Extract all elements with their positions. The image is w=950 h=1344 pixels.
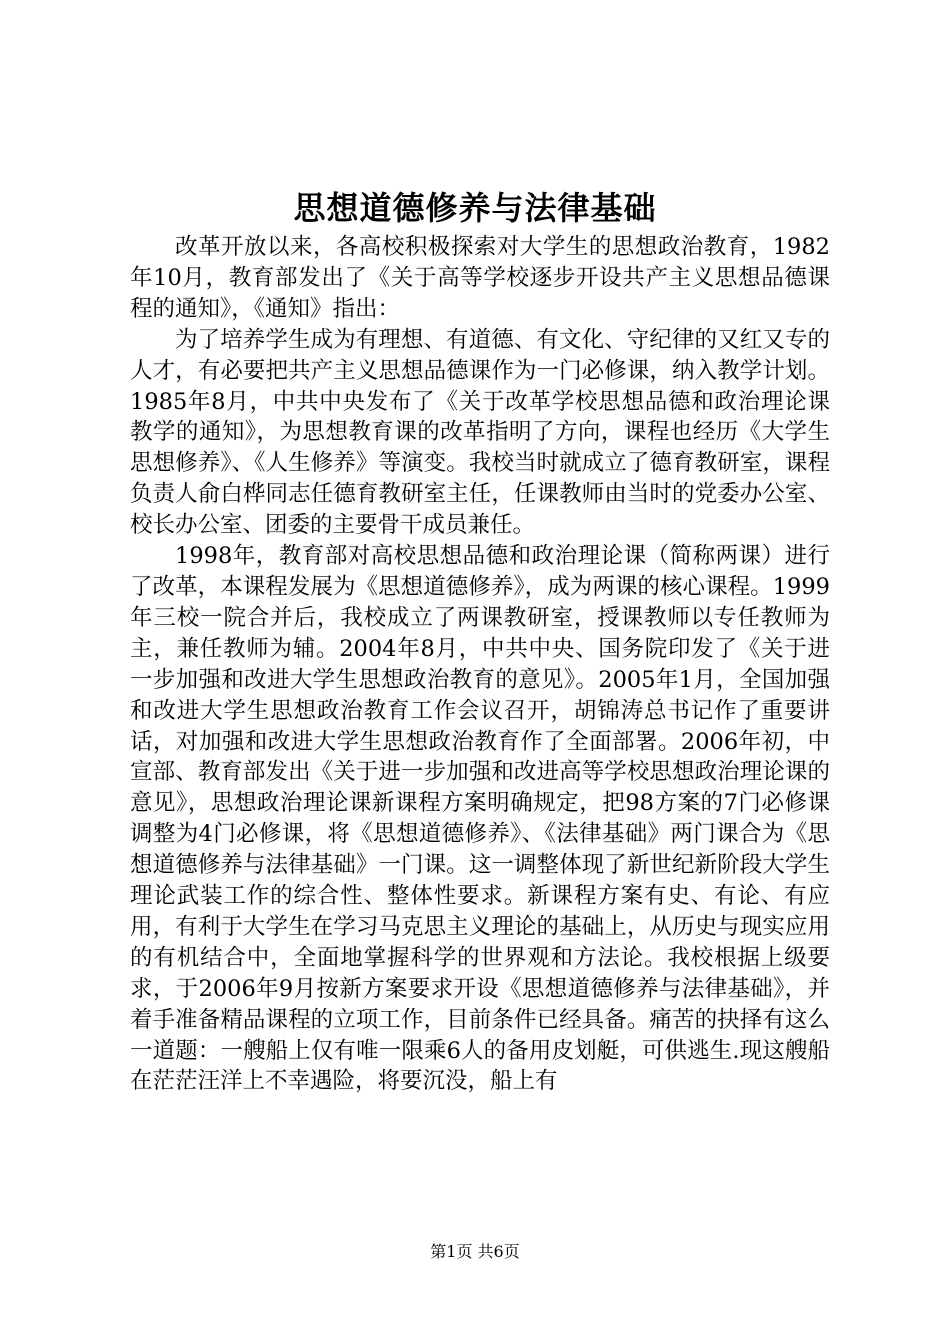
paragraph-2: 为了培养学生成为有理想、有道德、有文化、守纪律的又红又专的人才，有必要把共产主义思想品德课作为一门必修课，纳入教学计划。1985年8月，中共中央发布了《关于改革学校思想品德和政治理论课教学的通知》，为思想教育课的改革指明了方向，课程也经历《大学生思想修养》、《人生修养》等演变。我校当时就成立了德育教研室，课程负责人俞白桦同志任德育教研室主任，任课教师由当时的党委办公室、校长办公室、团委的主要骨干成员兼任。 bbox=[130, 326, 830, 539]
paragraph-1: 改革开放以来，各高校积极探索对大学生的思想政治教育，1982年10月，教育部发出了《关于高等学校逐步开设共产主义思想品德课程的通知》，《通知》指出： bbox=[130, 234, 830, 322]
document-body bbox=[130, 232, 830, 1097]
page-footer: 第1页 共6页 bbox=[430, 1242, 520, 1261]
paragraph-3: 1998年，教育部对高校思想品德和政治理论课（简称两课）进行了改革，本课程发展为《思想道德修养》，成为两课的核心课程。1999年三校一院合并后，我校成立了两课教研室，授课教师以专任教师为主，兼任教师为辅。2004年8月，中共中央、国务院印发了《关于进一步加强和改进大学生思想政治教育的意见》。2005年1月，全国加强和改进大学生思想政治教育工作会议召开，胡锦涛总书记作了重要讲话，对加强和改进大学生思想政治教育作了全面部署。2006年初，中宣部、教育部发出《关于进一步加强和改进高等学校思想政治理论课的意见》，思想政治理论课新课程方案明确规定，把98方案的7门必修课调整为4门必修课，将《思想道德修养》、《法律基础》两门课合为《思想道德修养与法律基础》一门课。这一调整体现了新世纪新阶段大学生理论武装工作的综合性、整体性要求。新课程方案有史、有论、有应用，有利于大学生在学习马克思主义理论的基础上，从历史与现实应用的有机结合中，全面地掌握科学的世界观和方法论。我校根据上级要求，于2006年9月按新方案要求开设《思想道德修养与法律基础》，并着手准备精品课程的立项工作，目前条件已经具备。痛苦的抉择有这么一道题：一艘船上仅有唯一限乘6人的备用皮划艇，可供逃生.现这艘船在茫茫汪洋上不幸遇险，将要沉没，船上有 bbox=[130, 543, 830, 1095]
document-title: 思想道德修养与法律基础 bbox=[293, 189, 657, 227]
